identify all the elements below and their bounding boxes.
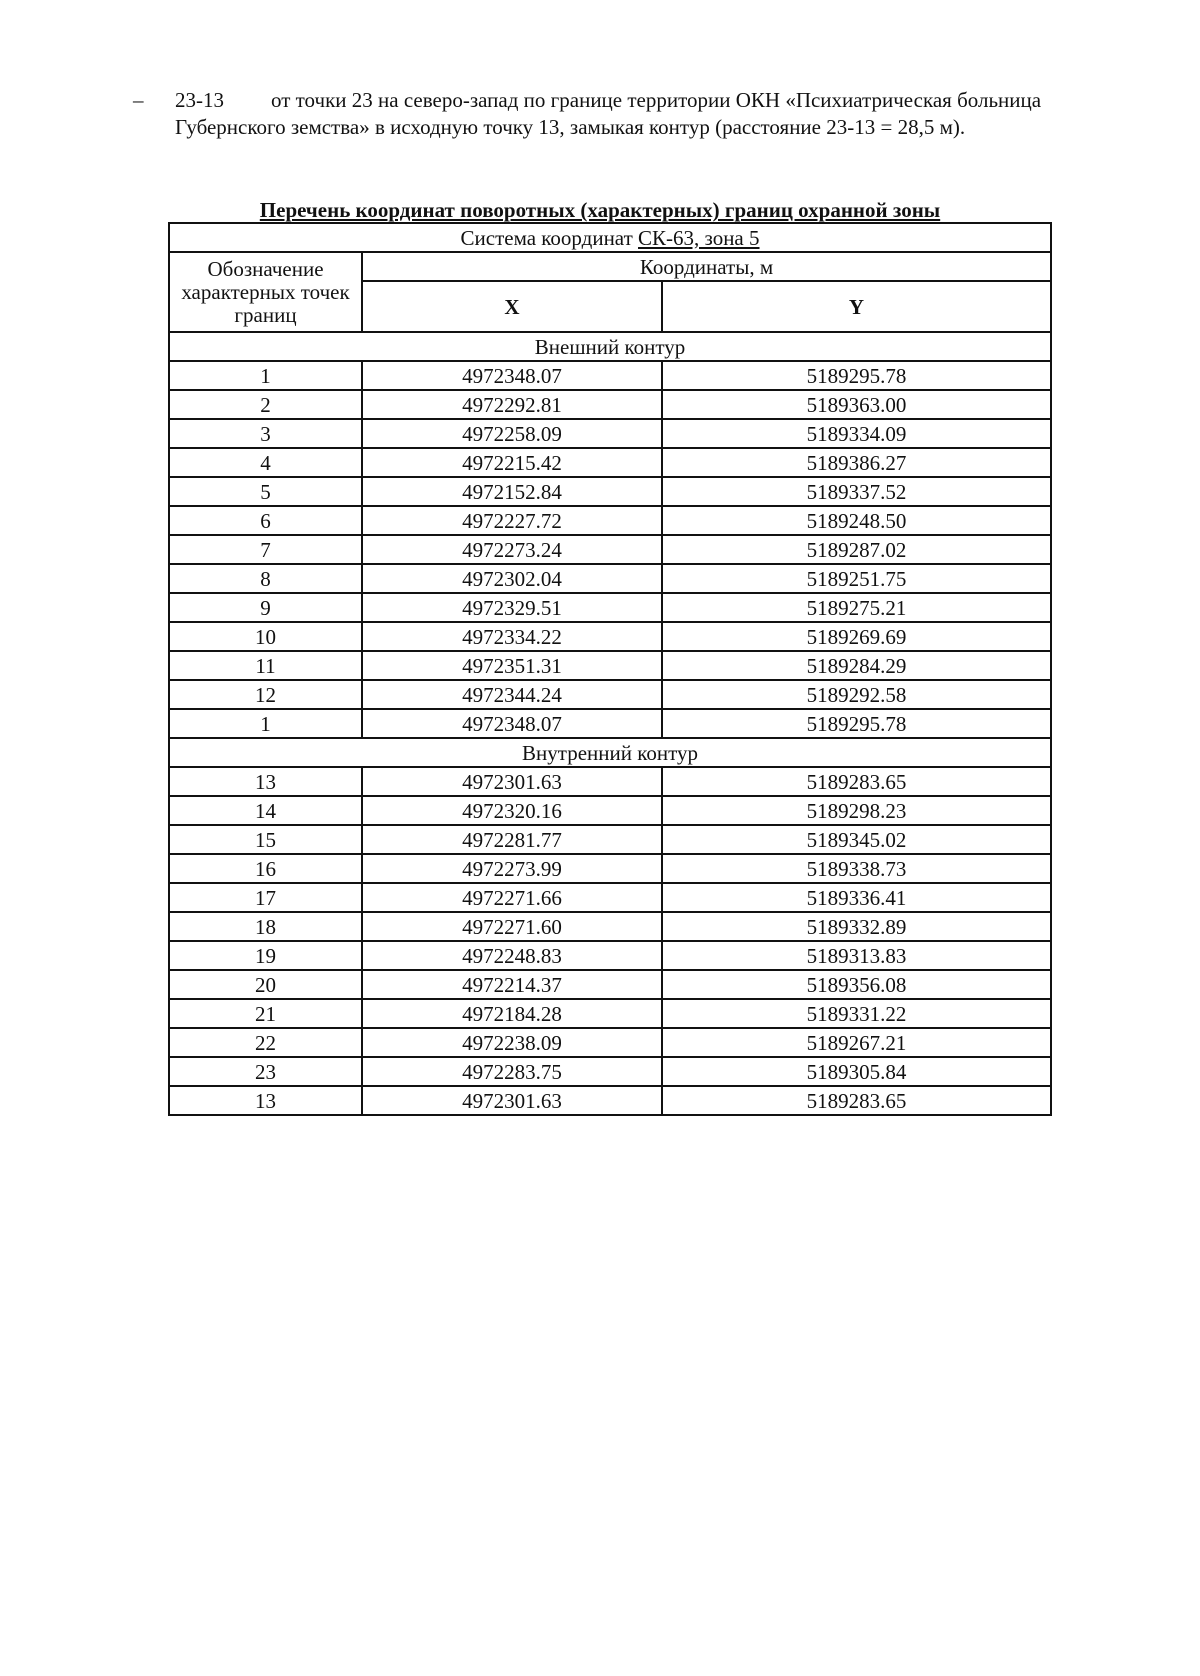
x-coordinate-cell: 4972348.07: [362, 709, 662, 738]
point-number-cell: 5: [169, 477, 362, 506]
outer-contour-header-row: [169, 332, 1051, 361]
y-coordinate-cell: 5189345.02: [662, 825, 1051, 854]
y-coordinate-cell: 5189283.65: [662, 767, 1051, 796]
header-row: [169, 252, 1051, 281]
point-number-cell: 6: [169, 506, 362, 535]
table-row: [169, 1086, 1051, 1115]
point-number-cell: 10: [169, 622, 362, 651]
x-coordinate-cell: 4972292.81: [362, 390, 662, 419]
inner-contour-header-row: [169, 738, 1051, 767]
table-row: [169, 912, 1051, 941]
table-row: [169, 680, 1051, 709]
table-row: [169, 477, 1051, 506]
table-row: [169, 825, 1051, 854]
coordinate-system-value: СК-63, зона 5: [638, 225, 760, 250]
x-coordinate-cell: 4972281.77: [362, 825, 662, 854]
coordinate-system-cell: [169, 223, 1051, 252]
x-coordinate-cell: 4972238.09: [362, 1028, 662, 1057]
point-number-cell: 15: [169, 825, 362, 854]
x-coordinate-cell: 4972273.24: [362, 535, 662, 564]
y-coordinate-cell: 5189313.83: [662, 941, 1051, 970]
header-y: Y: [662, 281, 1051, 332]
point-number-cell: 14: [169, 796, 362, 825]
y-coordinate-cell: 5189292.58: [662, 680, 1051, 709]
coordinate-system-prefix: Система координат: [460, 225, 639, 250]
y-coordinate-cell: 5189295.78: [662, 361, 1051, 390]
header-coordinates: Координаты, м: [362, 252, 1051, 281]
point-number-cell: 11: [169, 651, 362, 680]
x-coordinate-cell: 4972329.51: [362, 593, 662, 622]
point-number-cell: 2: [169, 390, 362, 419]
point-number-cell: 17: [169, 883, 362, 912]
y-coordinate-cell: 5189251.75: [662, 564, 1051, 593]
y-coordinate-cell: 5189248.50: [662, 506, 1051, 535]
point-number-cell: 4: [169, 448, 362, 477]
y-coordinate-cell: 5189267.21: [662, 1028, 1051, 1057]
point-number-cell: 7: [169, 535, 362, 564]
y-coordinate-cell: 5189284.29: [662, 651, 1051, 680]
inner-contour-title: Внутренний контур: [169, 738, 1051, 767]
x-coordinate-cell: 4972214.37: [362, 970, 662, 999]
table-row: [169, 564, 1051, 593]
table-row: [169, 535, 1051, 564]
table-row: [169, 361, 1051, 390]
segment-code: 23-13: [175, 88, 224, 112]
x-coordinate-cell: 4972344.24: [362, 680, 662, 709]
x-coordinate-cell: 4972227.72: [362, 506, 662, 535]
header-point-designation: Обозначение характерных точек границ: [169, 252, 362, 332]
table-row: [169, 419, 1051, 448]
x-coordinate-cell: 4972152.84: [362, 477, 662, 506]
y-coordinate-cell: 5189275.21: [662, 593, 1051, 622]
point-number-cell: 12: [169, 680, 362, 709]
table-row: [169, 970, 1051, 999]
x-coordinate-cell: 4972320.16: [362, 796, 662, 825]
table-row: [169, 883, 1051, 912]
outer-contour-title: Внешний контур: [169, 332, 1051, 361]
x-coordinate-cell: 4972283.75: [362, 1057, 662, 1086]
list-dash: –: [133, 88, 144, 112]
x-coordinate-cell: 4972348.07: [362, 361, 662, 390]
x-coordinate-cell: 4972273.99: [362, 854, 662, 883]
y-coordinate-cell: 5189269.69: [662, 622, 1051, 651]
y-coordinate-cell: 5189298.23: [662, 796, 1051, 825]
coordinates-table: [168, 222, 1052, 1116]
table-row: [169, 941, 1051, 970]
table-row: [169, 593, 1051, 622]
x-coordinate-cell: 4972271.60: [362, 912, 662, 941]
point-number-cell: 23: [169, 1057, 362, 1086]
table-row: [169, 448, 1051, 477]
point-number-cell: 1: [169, 361, 362, 390]
boundary-description-paragraph: [133, 87, 1073, 141]
table-row: [169, 796, 1051, 825]
y-coordinate-cell: 5189356.08: [662, 970, 1051, 999]
x-coordinate-cell: 4972215.42: [362, 448, 662, 477]
table-row: [169, 709, 1051, 738]
x-coordinate-cell: 4972334.22: [362, 622, 662, 651]
y-coordinate-cell: 5189386.27: [662, 448, 1051, 477]
table-title: Перечень координат поворотных (характерных) границ охранной зоны: [259, 198, 941, 222]
y-coordinate-cell: 5189287.02: [662, 535, 1051, 564]
segment-description: от точки 23 на северо-запад по границе территории ОКН «Психиатрическая больница Губернского земства» в исходную точку 13, замыкая контур (расстояние 23-13 = 28,5 м).: [175, 88, 1042, 139]
x-coordinate-cell: 4972302.04: [362, 564, 662, 593]
y-coordinate-cell: 5189337.52: [662, 477, 1051, 506]
table-row: [169, 651, 1051, 680]
table-row: [169, 622, 1051, 651]
x-coordinate-cell: 4972258.09: [362, 419, 662, 448]
x-coordinate-cell: 4972301.63: [362, 767, 662, 796]
x-coordinate-cell: 4972271.66: [362, 883, 662, 912]
x-coordinate-cell: 4972184.28: [362, 999, 662, 1028]
header-x: X: [362, 281, 662, 332]
point-number-cell: 18: [169, 912, 362, 941]
table-row: [169, 390, 1051, 419]
y-coordinate-cell: 5189295.78: [662, 709, 1051, 738]
point-number-cell: 20: [169, 970, 362, 999]
point-number-cell: 21: [169, 999, 362, 1028]
table-row: [169, 1028, 1051, 1057]
point-number-cell: 1: [169, 709, 362, 738]
table-row: [169, 506, 1051, 535]
inner-contour-rows: [169, 767, 1051, 1115]
y-coordinate-cell: 5189332.89: [662, 912, 1051, 941]
table-row: [169, 999, 1051, 1028]
paragraph-body: [175, 87, 1073, 141]
table-row: [169, 854, 1051, 883]
point-number-cell: 19: [169, 941, 362, 970]
y-coordinate-cell: 5189283.65: [662, 1086, 1051, 1115]
outer-contour-rows: [169, 361, 1051, 738]
point-number-cell: 13: [169, 1086, 362, 1115]
point-number-cell: 13: [169, 767, 362, 796]
x-coordinate-cell: 4972248.83: [362, 941, 662, 970]
table-row: [169, 1057, 1051, 1086]
y-coordinate-cell: 5189338.73: [662, 854, 1051, 883]
y-coordinate-cell: 5189331.22: [662, 999, 1051, 1028]
point-number-cell: 3: [169, 419, 362, 448]
point-number-cell: 8: [169, 564, 362, 593]
coordinate-system-row: [169, 223, 1051, 252]
table-row: [169, 767, 1051, 796]
point-number-cell: 16: [169, 854, 362, 883]
y-coordinate-cell: 5189334.09: [662, 419, 1051, 448]
point-number-cell: 9: [169, 593, 362, 622]
x-coordinate-cell: 4972301.63: [362, 1086, 662, 1115]
point-number-cell: 22: [169, 1028, 362, 1057]
y-coordinate-cell: 5189336.41: [662, 883, 1051, 912]
y-coordinate-cell: 5189305.84: [662, 1057, 1051, 1086]
x-coordinate-cell: 4972351.31: [362, 651, 662, 680]
y-coordinate-cell: 5189363.00: [662, 390, 1051, 419]
